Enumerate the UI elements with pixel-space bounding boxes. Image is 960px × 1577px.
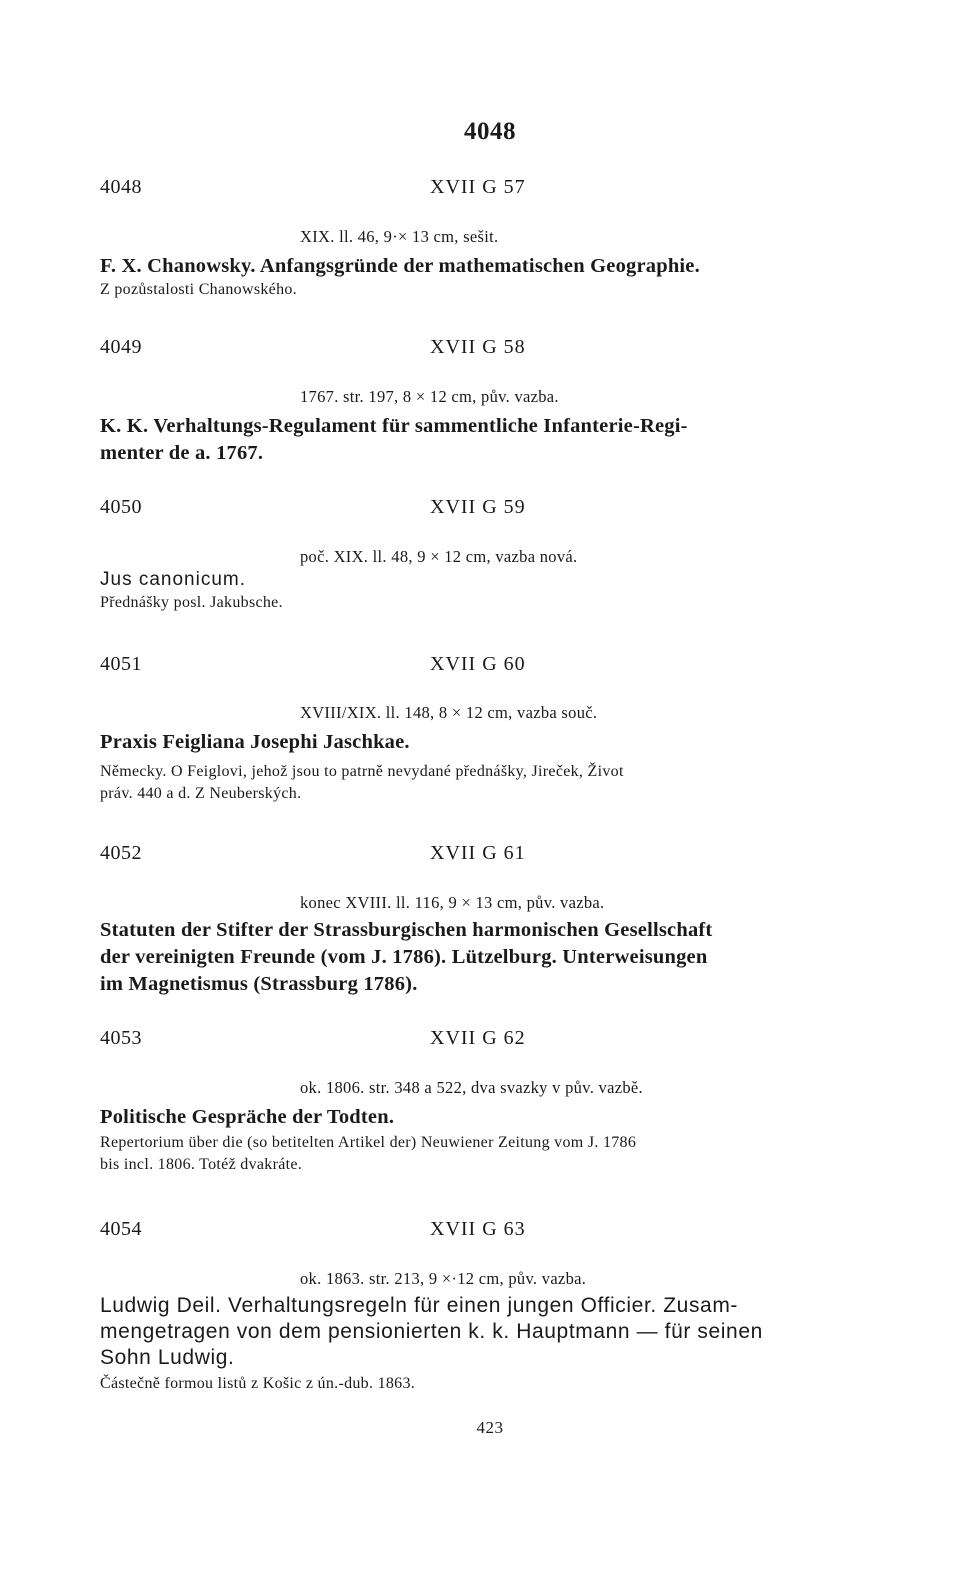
physical-description: ok. 1806. str. 348 a 522, dva svazky v pův. vazbě. — [300, 1078, 643, 1097]
physical-description: konec XVIII. ll. 116, 9 × 13 cm, pův. vazba. — [300, 893, 605, 912]
entry-title-continued: mengetragen von dem pensionierten k. k. Hauptmann — für seinen — [100, 1320, 763, 1343]
page-header: 4048 — [464, 118, 516, 145]
entry-number: 4054 — [100, 1218, 142, 1240]
entry-title: Jus canonicum. — [100, 569, 247, 590]
entry-number: 4053 — [100, 1027, 142, 1049]
shelf-signature: XVII G 61 — [430, 842, 526, 864]
entry-number: 4051 — [100, 653, 142, 675]
shelf-signature: XVII G 62 — [430, 1027, 526, 1049]
entry-title: K. K. Verhaltungs-Regulament für sammentliche Infanterie-Regi- — [100, 415, 688, 437]
physical-description: ok. 1863. str. 213, 9 ×·12 cm, pův. vazba. — [300, 1269, 587, 1288]
shelf-signature: XVII G 60 — [430, 653, 526, 675]
shelf-signature: XVII G 59 — [430, 496, 526, 518]
entry-note: Částečně formou listů z Košic z ún.-dub. 1863. — [100, 1375, 416, 1392]
entry-head — [100, 336, 880, 366]
entry-title-continued: im Magnetismus (Strassburg 1786). — [100, 973, 418, 995]
catalogue-entry — [100, 1027, 880, 1176]
shelf-signature: XVII G 57 — [430, 176, 526, 198]
catalogue-entry — [100, 1218, 880, 1395]
entry-title-continued: der vereinigten Freunde (vom J. 1786). Lützelburg. Unterweisungen — [100, 946, 708, 968]
entry-head — [100, 176, 880, 206]
entry-number: 4049 — [100, 336, 142, 358]
entry-number: 4052 — [100, 842, 142, 864]
entry-head — [100, 1027, 880, 1057]
entry-head — [100, 1218, 880, 1248]
physical-description: XIX. ll. 46, 9·× 13 cm, sešit. — [300, 227, 499, 246]
entry-title: Praxis Feigliana Josephi Jaschkae. — [100, 731, 410, 753]
catalogue-entry — [100, 336, 880, 466]
catalogue-entry — [100, 653, 880, 805]
physical-description: poč. XIX. ll. 48, 9 × 12 cm, vazba nová. — [300, 547, 578, 566]
entry-note-continued: práv. 440 a d. Z Neuberských. — [100, 785, 302, 802]
shelf-signature: XVII G 63 — [430, 1218, 526, 1240]
entry-title: Ludwig Deil. Verhaltungsregeln für einen jungen Officier. Zusam- — [100, 1294, 739, 1317]
entry-number: 4048 — [100, 176, 142, 198]
shelf-signature: XVII G 58 — [430, 336, 526, 358]
entry-note: Z pozůstalosti Chanowského. — [100, 281, 297, 298]
physical-description: XVIII/XIX. ll. 148, 8 × 12 cm, vazba souč. — [300, 703, 598, 722]
entry-note: Repertorium über die (so betitelten Artikel der) Neuwiener Zeitung vom J. 1786 — [100, 1134, 637, 1151]
entry-head — [100, 842, 880, 872]
catalogue-entry — [100, 496, 880, 614]
entry-title-continued: Sohn Ludwig. — [100, 1346, 235, 1369]
entry-note-continued: bis incl. 1806. Totéž dvakráte. — [100, 1156, 303, 1173]
entry-title: Statuten der Stifter der Strassburgischen harmonischen Gesellschaft — [100, 919, 713, 941]
entry-note: Přednášky posl. Jakubsche. — [100, 594, 283, 611]
entry-title: Politische Gespräche der Todten. — [100, 1106, 395, 1128]
entry-title: F. X. Chanowsky. Anfangsgründe der mathematischen Geographie. — [100, 255, 700, 277]
page-folio: 423 — [476, 1418, 504, 1437]
entry-title-continued: menter de a. 1767. — [100, 442, 264, 464]
entry-note: Německy. O Feiglovi, jehož jsou to patrně nevydané přednášky, Jireček, Život — [100, 763, 624, 780]
catalogue-entry — [100, 842, 880, 997]
entry-head — [100, 653, 880, 683]
entry-head — [100, 496, 880, 526]
entry-number: 4050 — [100, 496, 142, 518]
physical-description: 1767. str. 197, 8 × 12 cm, pův. vazba. — [300, 387, 559, 406]
catalogue-entry — [100, 176, 880, 301]
